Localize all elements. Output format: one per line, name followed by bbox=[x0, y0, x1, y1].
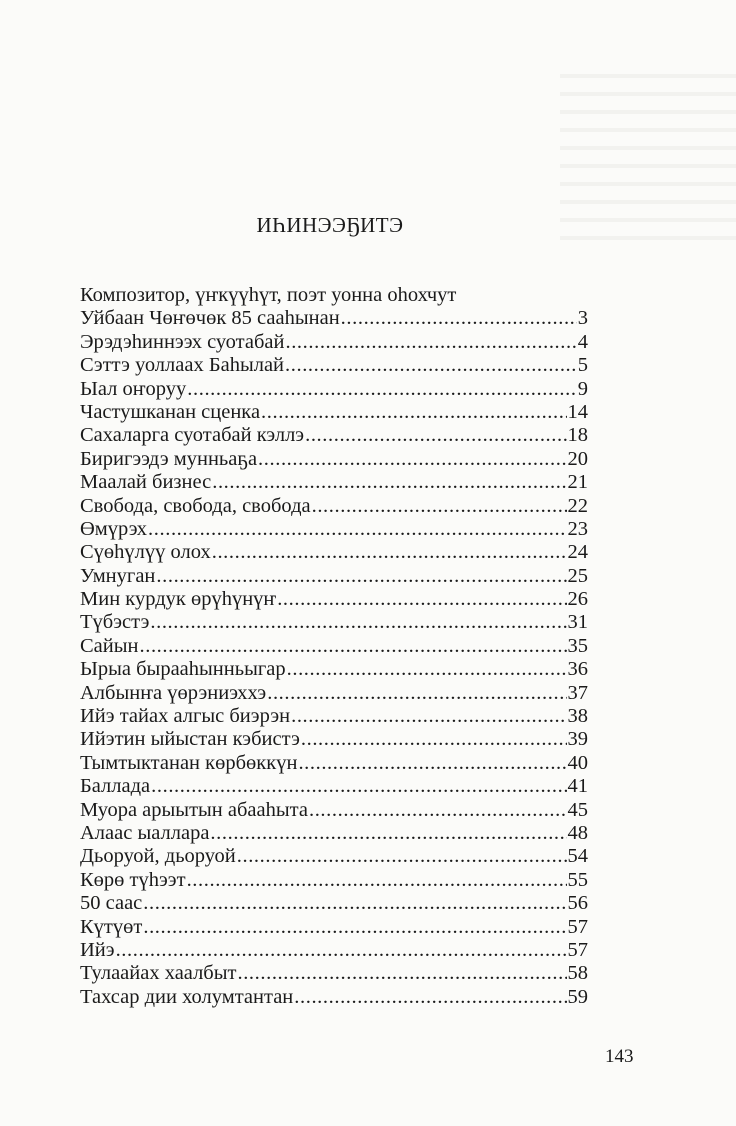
toc-entry-title: Сайын bbox=[80, 634, 139, 657]
toc-entry bbox=[80, 658, 588, 681]
dot-leader bbox=[261, 401, 566, 424]
dot-leader bbox=[267, 682, 566, 705]
toc-entry-page: 57 bbox=[567, 915, 588, 938]
toc-entry-title: Ийэтин ыйыстан кэбистэ bbox=[80, 728, 300, 751]
toc-entry-title: Сүөһүлүү олох bbox=[80, 541, 211, 564]
toc-entry-title: Күтүөт bbox=[80, 915, 143, 938]
toc-entry-page: 23 bbox=[567, 517, 588, 540]
table-of-contents bbox=[80, 284, 588, 1009]
toc-entry-title: Баллада bbox=[80, 775, 151, 798]
page-title: ИҺИНЭЭҔИТЭ bbox=[256, 213, 404, 237]
toc-entry bbox=[80, 682, 588, 705]
toc-entry bbox=[80, 448, 588, 471]
dot-leader bbox=[301, 728, 567, 751]
toc-entry-title: Тымтыктанан көрбөккүн bbox=[80, 751, 298, 774]
dot-leader bbox=[291, 705, 566, 728]
toc-entry-title: Биригээдэ мунньаҕа bbox=[80, 447, 258, 470]
toc-entry bbox=[80, 611, 588, 634]
toc-entry-title: Сэттэ уоллаах Баһылай bbox=[80, 354, 285, 377]
toc-entry-page: 58 bbox=[567, 962, 588, 985]
toc-entry-page: 25 bbox=[567, 564, 588, 587]
toc-entry-page: 45 bbox=[567, 798, 588, 821]
toc-entry-page: 38 bbox=[567, 705, 588, 728]
toc-entry-page: 3 bbox=[577, 307, 588, 330]
toc-entry bbox=[80, 588, 588, 611]
toc-entry-page: 5 bbox=[577, 354, 588, 377]
dot-leader bbox=[148, 518, 566, 541]
toc-entry-page: 9 bbox=[577, 377, 588, 400]
dot-leader bbox=[187, 378, 576, 401]
dot-leader bbox=[285, 354, 577, 377]
toc-entry-title: Маалай бизнес bbox=[80, 471, 212, 494]
toc-entry-page: 39 bbox=[567, 728, 588, 751]
toc-entry-title: Ийэ bbox=[80, 938, 115, 961]
toc-entry-page: 31 bbox=[567, 611, 588, 634]
toc-entry-title: 50 саас bbox=[80, 892, 143, 915]
toc-entry-page: 18 bbox=[567, 424, 588, 447]
toc-entry bbox=[80, 728, 588, 751]
toc-entry bbox=[80, 307, 588, 330]
toc-entry-title: Дьоруой, дьоруой bbox=[80, 845, 236, 868]
toc-entry-title: Өмүрэх bbox=[80, 517, 148, 540]
toc-entry-page: 35 bbox=[567, 634, 588, 657]
dot-leader bbox=[285, 331, 576, 354]
toc-entry-title: Түбэстэ bbox=[80, 611, 150, 634]
dot-leader bbox=[140, 635, 567, 658]
toc-entry-page: 55 bbox=[567, 868, 588, 891]
toc-entry-page: 54 bbox=[567, 845, 588, 868]
section-heading-text: Композитор, үҥкүүһүт, поэт уонна оһохчут bbox=[80, 284, 457, 306]
dot-leader bbox=[294, 986, 566, 1009]
toc-entry bbox=[80, 869, 588, 892]
dot-leader bbox=[237, 962, 566, 985]
toc-entry-page: 37 bbox=[567, 681, 588, 704]
toc-entry-title: Көрө түһээт bbox=[80, 868, 186, 891]
toc-entry-page: 41 bbox=[567, 775, 588, 798]
dot-leader bbox=[210, 822, 566, 845]
toc-entry bbox=[80, 705, 588, 728]
toc-entry bbox=[80, 916, 588, 939]
dot-leader bbox=[143, 916, 566, 939]
dot-leader bbox=[312, 495, 567, 518]
toc-entry-page: 20 bbox=[567, 447, 588, 470]
dot-leader bbox=[237, 845, 567, 868]
toc-entry-page: 40 bbox=[567, 751, 588, 774]
dot-leader bbox=[116, 939, 567, 962]
dot-leader bbox=[143, 892, 566, 915]
toc-entry-title: Эрэдэһиннээх суотабай bbox=[80, 330, 285, 353]
toc-entry bbox=[80, 775, 588, 798]
toc-entry bbox=[80, 518, 588, 541]
toc-entry-page: 4 bbox=[577, 330, 588, 353]
toc-entry-page: 57 bbox=[567, 938, 588, 961]
toc-entry-title: Умнуган bbox=[80, 564, 156, 587]
dot-leader bbox=[212, 541, 567, 564]
toc-entry bbox=[80, 541, 588, 564]
toc-entry bbox=[80, 635, 588, 658]
toc-entry-title: Частушканан сценка bbox=[80, 400, 261, 423]
toc-entry bbox=[80, 822, 588, 845]
toc-section-heading bbox=[80, 284, 588, 307]
toc-entry bbox=[80, 986, 588, 1009]
toc-entry-title: Уйбаан Чөҥөчөк 85 сааһынан bbox=[80, 307, 340, 330]
toc-entry-title: Ырыа бырааһынньыгар bbox=[80, 658, 286, 681]
toc-entry-page: 21 bbox=[567, 471, 588, 494]
dot-leader bbox=[309, 799, 567, 822]
toc-entry bbox=[80, 331, 588, 354]
dot-leader bbox=[151, 775, 566, 798]
toc-entry-title: Свобода, свобода, свобода bbox=[80, 494, 311, 517]
toc-entry-title: Муора арыытын абааһыта bbox=[80, 798, 308, 821]
dot-leader bbox=[341, 307, 577, 330]
toc-entry-page: 14 bbox=[567, 400, 588, 423]
toc-entry bbox=[80, 799, 588, 822]
dot-leader bbox=[187, 869, 567, 892]
toc-entry-page: 59 bbox=[567, 985, 588, 1008]
toc-entry bbox=[80, 892, 588, 915]
toc-entry bbox=[80, 565, 588, 588]
dot-leader bbox=[150, 611, 566, 634]
dot-leader bbox=[277, 588, 566, 611]
toc-entry-title: Мин курдук өрүһүнүҥ bbox=[80, 588, 277, 611]
toc-entry-title: Ийэ тайах алгыс биэрэн bbox=[80, 705, 291, 728]
page-number: 143 bbox=[605, 1046, 634, 1067]
dot-leader bbox=[287, 658, 567, 681]
toc-entry-page: 22 bbox=[567, 494, 588, 517]
toc-entry-title: Тахсар дии холумтантан bbox=[80, 985, 294, 1008]
dot-leader bbox=[258, 448, 566, 471]
toc-entry bbox=[80, 424, 588, 447]
dot-leader bbox=[212, 471, 566, 494]
toc-entry bbox=[80, 939, 588, 962]
toc-entry bbox=[80, 752, 588, 775]
toc-entry bbox=[80, 378, 588, 401]
toc-entry bbox=[80, 471, 588, 494]
dot-leader bbox=[305, 424, 566, 447]
toc-entry bbox=[80, 401, 588, 424]
dot-leader bbox=[156, 565, 566, 588]
toc-entry bbox=[80, 845, 588, 868]
dot-leader bbox=[298, 752, 566, 775]
toc-entry bbox=[80, 962, 588, 985]
toc-entry-page: 48 bbox=[567, 821, 588, 844]
toc-entry bbox=[80, 354, 588, 377]
toc-entry-title: Сахаларга суотабай кэллэ bbox=[80, 424, 305, 447]
toc-entry-title: Тулаайах хаалбыт bbox=[80, 962, 237, 985]
toc-entry-page: 24 bbox=[567, 541, 588, 564]
toc-entry-page: 36 bbox=[567, 658, 588, 681]
toc-entry-title: Ыал оҥоруу bbox=[80, 377, 187, 400]
toc-entry-page: 26 bbox=[567, 588, 588, 611]
toc-entry bbox=[80, 495, 588, 518]
toc-entry-page: 56 bbox=[567, 892, 588, 915]
toc-entry-title: Алаас ыаллара bbox=[80, 821, 210, 844]
toc-entry-title: Албынҥа үөрэниэххэ bbox=[80, 681, 267, 704]
